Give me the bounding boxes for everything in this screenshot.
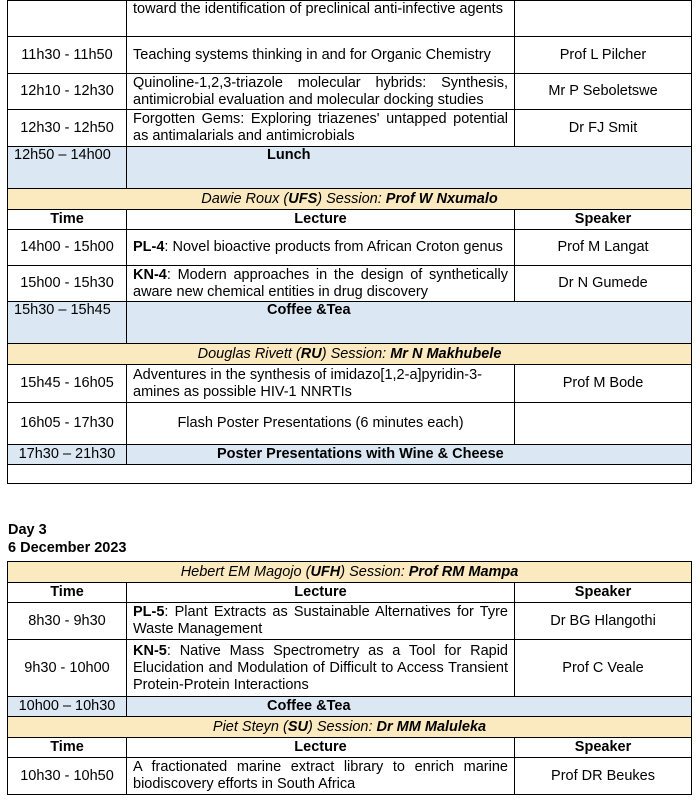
schedule-table-day3	[7, 561, 692, 795]
speaker-cell	[515, 1, 692, 37]
time-cell: 17h30 – 21h30	[8, 445, 127, 465]
time-cell: 8h30 - 9h30	[8, 603, 127, 640]
session-title: Piet Steyn (SU) Session: Dr MM Maluleka	[8, 717, 692, 738]
lecture-cell: A fractionated marine extract library to enrich marine biodiscovery efforts in South Africa	[127, 758, 515, 795]
table-row	[8, 1, 692, 37]
session-inst: RU	[300, 345, 322, 362]
lecture-cell: Flash Poster Presentations (6 minutes each)	[127, 403, 515, 445]
header-time: Time	[8, 210, 127, 230]
speaker-cell: Mr P Seboletswe	[515, 74, 692, 110]
session-chair: Prof W Nxumalo	[385, 190, 498, 207]
speaker-cell	[515, 403, 692, 445]
lecture-cell	[127, 640, 515, 697]
speaker-cell: Prof L Pilcher	[515, 37, 692, 74]
time-cell: 16h05 - 17h30	[8, 403, 127, 445]
speaker-cell: Dr BG Hlangothi	[515, 603, 692, 640]
poster-row	[8, 445, 692, 465]
session-chair: Mr N Makhubele	[390, 345, 502, 362]
session-name: Douglas Rivett	[197, 345, 292, 362]
header-lecture: Lecture	[127, 738, 515, 758]
time-cell: 12h30 - 12h50	[8, 110, 127, 147]
session-inst: UFS	[288, 190, 318, 207]
lecture-cell	[127, 266, 515, 302]
time-cell: 12h10 - 12h30	[8, 74, 127, 110]
speaker-cell: Dr N Gumede	[515, 266, 692, 302]
speaker-cell: Prof DR Beukes	[515, 758, 692, 795]
session-word: Session:	[316, 718, 373, 735]
lecture-cell	[127, 603, 515, 640]
break-label: Poster Presentations with Wine & Cheese	[127, 445, 692, 465]
session-name: Dawie Roux	[201, 190, 280, 207]
table-row	[8, 758, 692, 795]
session-word: Session:	[349, 563, 405, 580]
day-date: 6 December 2023	[8, 540, 127, 556]
time-cell: 12h50 – 14h00	[8, 147, 127, 189]
lecture-cell: Teaching systems thinking in and for Organic Chemistry	[127, 37, 515, 74]
session-title: Dawie Roux (UFS) Session: Prof W Nxumalo	[8, 189, 692, 210]
schedule-table-day2	[7, 0, 692, 484]
lecture-text: : Novel bioactive products from African Croton genus	[164, 239, 503, 255]
session-row	[8, 562, 692, 583]
header-time: Time	[8, 738, 127, 758]
lunch-row	[8, 147, 692, 189]
lecture-text: toward the identification of preclinical anti-infective agents	[133, 1, 503, 17]
session-chair: Prof RM Mampa	[408, 563, 519, 580]
header-row	[8, 738, 692, 758]
coffee-row	[8, 697, 692, 717]
header-time: Time	[8, 583, 127, 603]
session-inst: SU	[287, 718, 309, 735]
table-row	[8, 230, 692, 266]
lecture-cell: Quinoline-1,2,3-triazole molecular hybrids: Synthesis, antimicrobial evaluation and molecular docking studies	[127, 74, 515, 110]
header-speaker: Speaker	[515, 738, 692, 758]
lecture-cell	[127, 230, 515, 266]
table-row	[8, 266, 692, 302]
break-label: Coffee &Tea	[127, 697, 692, 717]
speaker-cell: Prof C Veale	[515, 640, 692, 697]
lecture-cell: Adventures in the synthesis of imidazo[1,2-a]pyridin-3-amines as possible HIV-1 NNRTIs	[127, 365, 515, 403]
session-inst: UFH	[310, 563, 341, 580]
lecture-text: : Native Mass Spectrometry as a Tool for Rapid Elucidation and Modulation of Difficult to Access Transient Protein-Protein Interactions	[133, 642, 508, 693]
table-row	[8, 74, 692, 110]
session-row	[8, 344, 692, 365]
session-name: Piet Steyn	[212, 718, 279, 735]
break-label: Lunch	[127, 147, 692, 189]
session-word: Session:	[326, 190, 382, 207]
break-label: Coffee &Tea	[127, 302, 692, 344]
time-cell: 14h00 - 15h00	[8, 230, 127, 266]
header-speaker: Speaker	[515, 583, 692, 603]
time-cell: 10h30 - 10h50	[8, 758, 127, 795]
table-row	[8, 110, 692, 147]
table-row	[8, 37, 692, 74]
speaker-cell: Prof M Bode	[515, 365, 692, 403]
session-name: Hebert EM Magojo	[180, 563, 302, 580]
lecture-text: : Plant Extracts as Sustainable Alternatives for Tyre Waste Management	[133, 604, 508, 637]
time-cell	[8, 1, 127, 37]
talk-tag: KN-4	[133, 266, 167, 283]
time-cell: 15h00 - 15h30	[8, 266, 127, 302]
lecture-cell: Forgotten Gems: Exploring triazenes' untapped potential as antimalarials and antimicrobials	[127, 110, 515, 147]
time-cell: 15h30 – 15h45	[8, 302, 127, 344]
session-title: Douglas Rivett (RU) Session: Mr N Makhubele	[8, 344, 692, 365]
talk-tag: KN-5	[133, 642, 167, 659]
lecture-text: : Modern approaches in the design of synthetically aware new chemical entities in drug discovery	[133, 266, 508, 300]
lecture-cell	[127, 1, 515, 37]
time-cell: 10h00 – 10h30	[8, 697, 127, 717]
session-title: Hebert EM Magojo (UFH) Session: Prof RM Mampa	[8, 562, 692, 583]
session-chair: Dr MM Maluleka	[376, 718, 487, 735]
header-lecture: Lecture	[127, 583, 515, 603]
talk-tag: PL-4	[133, 239, 165, 255]
time-cell: 15h45 - 16h05	[8, 365, 127, 403]
day-title: Day 3	[8, 522, 47, 538]
talk-tag: PL-5	[133, 604, 165, 620]
session-row	[8, 717, 692, 738]
bottom-gap	[8, 465, 692, 484]
time-cell: 11h30 - 11h50	[8, 37, 127, 74]
speaker-cell: Dr FJ Smit	[515, 110, 692, 147]
table-row	[8, 603, 692, 640]
day-heading	[8, 521, 127, 557]
header-row	[8, 210, 692, 230]
session-row	[8, 189, 692, 210]
speaker-cell: Prof M Langat	[515, 230, 692, 266]
table-row	[8, 403, 692, 445]
session-word: Session:	[330, 345, 387, 362]
table-row	[8, 640, 692, 697]
coffee-row	[8, 302, 692, 344]
time-cell: 9h30 - 10h00	[8, 640, 127, 697]
table-row	[8, 365, 692, 403]
header-lecture: Lecture	[127, 210, 515, 230]
table-bottom-gap	[8, 465, 692, 484]
header-row	[8, 583, 692, 603]
header-speaker: Speaker	[515, 210, 692, 230]
